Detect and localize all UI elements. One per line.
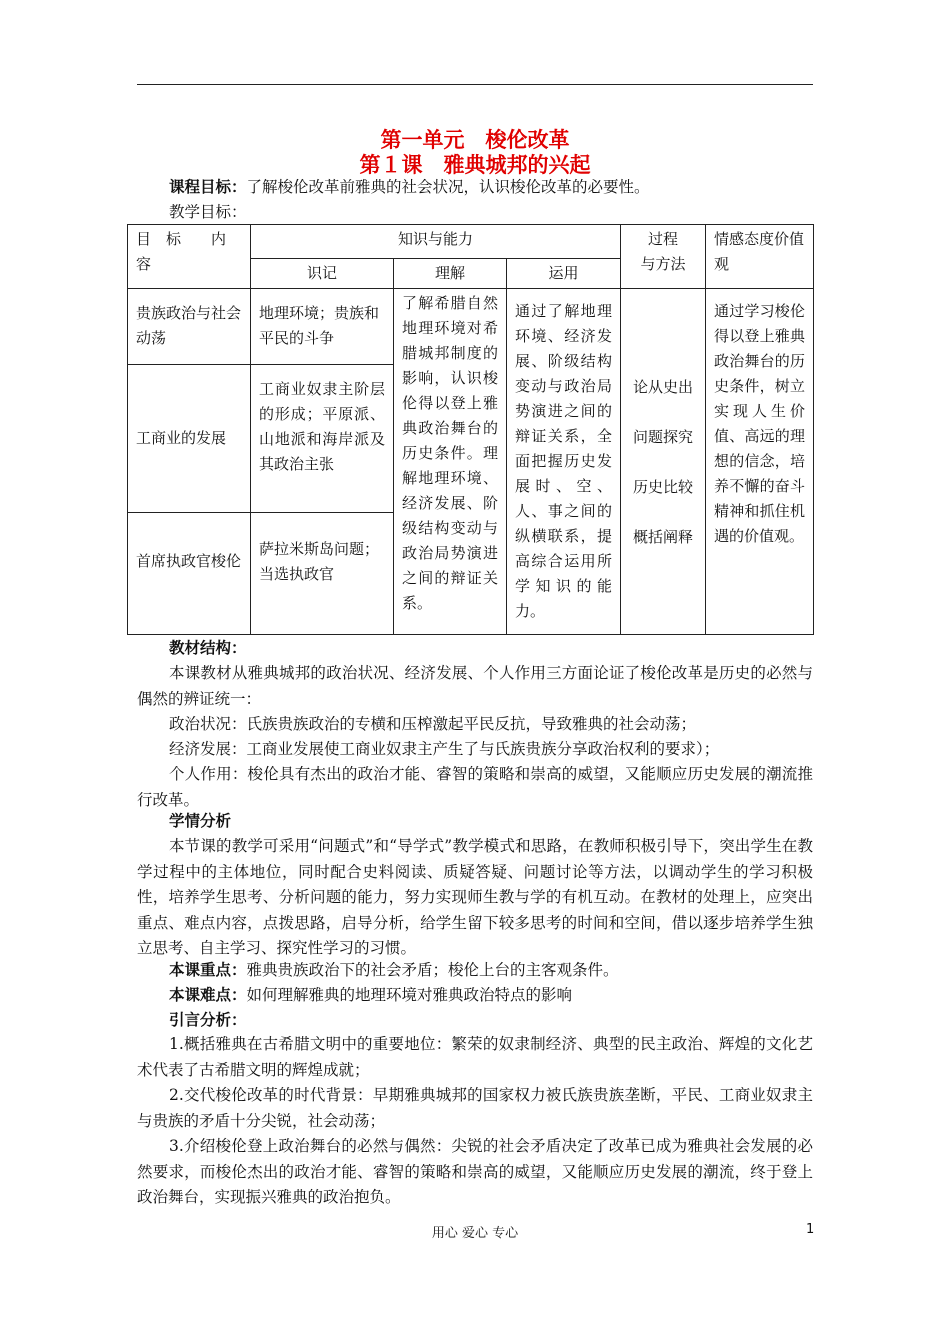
row3-content: 首席执政官梭伦 [128, 513, 251, 635]
analysis-label: 学情分析 [169, 811, 232, 830]
difficulty-text: 如何理解雅典的地理环境对雅典政治特点的影响 [246, 986, 573, 1004]
key-point-text: 雅典贵族政治下的社会矛盾；梭伦上台的主客观条件。 [246, 961, 619, 979]
row1-recall: 地理环境；贵族和平民的斗争 [251, 289, 394, 365]
lesson-title: 第１课 雅典城邦的兴起 [359, 152, 591, 177]
objectives-table [127, 224, 814, 635]
method-item: 历史比较 [632, 477, 693, 496]
method-item: 问题探究 [632, 427, 693, 446]
key-point [137, 957, 845, 983]
course-goal-text: 了解梭伦改革前雅典的社会状况，认识梭伦改革的必要性。 [246, 178, 650, 196]
difficulty-label: 本课难点： [169, 985, 247, 1004]
process-header: 过程 与方法 [621, 225, 706, 289]
method-item: 论从史出 [632, 377, 693, 396]
apply-header: 运用 [507, 259, 621, 289]
structure-politics: 政治状况：氏族贵族政治的专横和压榨激起平民反抗，导致雅典的社会动荡； [169, 715, 697, 733]
emotion-cell: 通过学习梭伦得以登上雅典政治舞台的历史条件，树立实现人生价值、高远的理想的信念，培养不懈的奋斗精神和抓住机遇的价值观。 [706, 289, 814, 635]
structure-label: 教材结构： [169, 638, 247, 657]
page-number: 1 [806, 1222, 815, 1237]
methods-cell [621, 289, 706, 635]
understand-cell: 了解希腊自然地理环境对希腊城邦制度的影响，认识梭伦得以登上雅典政治舞台的历史条件。理解地理环境、经济发展、阶级结构变动与政治局势演进之间的辩证关系。 [394, 289, 507, 635]
analysis-text: 本节课的教学可采用“问题式”和“导学式”教学模式和思路，在教师积极引导下，突出学生在教学过程中的主体地位，同时配合史料阅读、质疑答疑、问题讨论等方法，以调动学生的学习积极性，培养学生思考、分析问题的能力，努力实现师生教与学的有机互动。在教材的处理上，应突出重点、难点内容，点拨思路，启导分析，给学生留下较多思考的时间和空间，借以逐步培养学生独立思考、自主学习、探究性学习的习惯。 [137, 837, 813, 957]
row1-content: 贵族政治与社会动荡 [128, 289, 251, 365]
knowledge-header: 知识与能力 [251, 225, 621, 259]
row2-recall: 工商业奴隶主阶层的形成；平原派、山地派和海岸派及其政治主张 [251, 365, 394, 513]
apply-cell: 通过了解地理环境、经济发展、阶级结构变动与政治局势演进之间的辩证关系，全面把握历史发展时、空、人、事之间的纵横联系，提高综合运用所学知识的能力。 [507, 289, 621, 635]
row3-recall: 萨拉米斯岛问题；当选执政官 [251, 513, 394, 635]
intro-item-2: 2.交代梭伦改革的时代背景：早期雅典城邦的国家权力被氏族贵族垄断，平民、工商业奴隶主与贵族的矛盾十分尖锐，社会动荡； [137, 1086, 813, 1130]
recall-header: 识记 [251, 259, 394, 289]
teaching-goal-label: 教学目标： [169, 203, 247, 221]
emotion-header: 情感态度价值观 [706, 225, 814, 289]
structure-economy: 经济发展：工商业发展使工商业奴隶主产生了与氏族贵族分享政治权利的要求）； [169, 740, 720, 758]
table-corner-cell: 目 标 内 容 [128, 225, 251, 289]
intro-item-1: 1.概括雅典在古希腊文明中的重要地位：繁荣的奴隶制经济、典型的民主政治、辉煌的文化艺术代表了古希腊文明的辉煌成就； [137, 1035, 813, 1079]
page-footer: 用心 爱心 专心 [431, 1226, 519, 1241]
intro-item-3: 3.介绍梭伦登上政治舞台的必然与偶然：尖锐的社会矛盾决定了改革已成为雅典社会发展的必然要求，而梭伦杰出的政治才能、睿智的策略和崇高的威望，又能顺应历史发展的潮流，终于登上政治舞台，实现振兴雅典的政治抱负。 [137, 1137, 813, 1206]
row2-content: 工商业的发展 [128, 365, 251, 513]
understand-header: 理解 [394, 259, 507, 289]
course-goal-label: 课程目标： [169, 177, 247, 196]
key-point-label: 本课重点： [169, 960, 247, 979]
course-goal [137, 174, 845, 200]
method-item: 概括阐释 [632, 527, 693, 546]
unit-title: 第一单元 梭伦改革 [380, 127, 570, 152]
structure-personal: 个人作用：梭伦具有杰出的政治才能、睿智的策略和崇高的威望，又能顺应历史发展的潮流推行改革。 [137, 765, 813, 809]
intro-label: 引言分析： [169, 1010, 247, 1029]
header-rule [137, 84, 813, 85]
difficulty [137, 982, 845, 1008]
structure-intro: 本课教材从雅典城邦的政治状况、经济发展、个人作用三方面论证了梭伦改革是历史的必然与偶然的辨证统一： [137, 664, 813, 708]
